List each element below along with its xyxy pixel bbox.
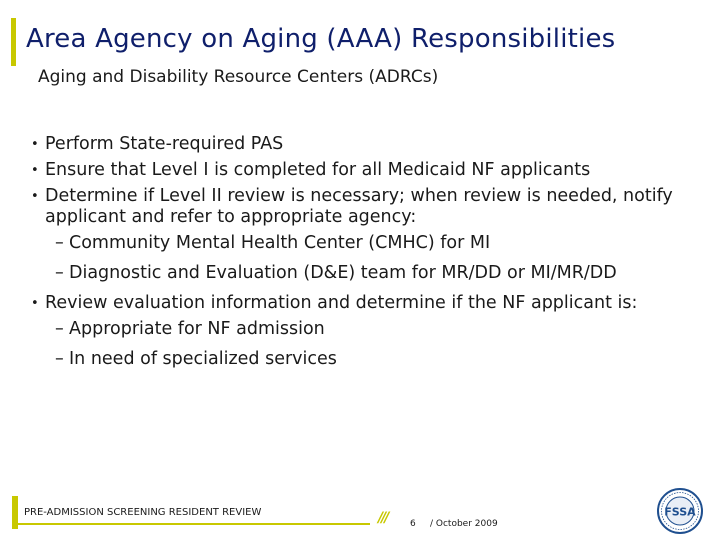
bullet-text: Review evaluation information and determine if the NF applicant is:: [45, 293, 638, 313]
svg-text:FSSA: FSSA: [664, 505, 696, 519]
bullet-item: [31, 186, 681, 228]
sub-bullet-item: [31, 319, 681, 340]
bullet-marker: •: [31, 296, 39, 311]
sub-bullet-text: Community Mental Health Center (CMHC) for MI: [69, 233, 491, 253]
bullet-text: Ensure that Level I is completed for all Medicaid NF applicants: [45, 160, 591, 180]
bullet-text: Determine if Level II review is necessary; when review is needed, notify applicant and refer to appropriate agency:: [45, 186, 673, 227]
sub-bullet-item: [31, 349, 681, 370]
footer-program-name: PRE-ADMISSION SCREENING RESIDENT REVIEW: [24, 507, 262, 518]
footer-rule: [18, 523, 370, 525]
sub-bullet-item: [31, 263, 681, 284]
sub-bullet-text: In need of specialized services: [69, 349, 337, 369]
bullet-text: Perform State-required PAS: [45, 134, 284, 154]
bullet-marker: •: [31, 163, 39, 178]
sub-bullet-marker: –: [55, 349, 64, 369]
footer-slashes-icon: ///: [378, 510, 388, 526]
sub-bullet-marker: –: [55, 233, 64, 253]
footer-date: / October 2009: [430, 519, 498, 529]
sub-bullet-marker: –: [55, 263, 64, 283]
fssa-logo-icon: [656, 487, 704, 535]
sub-bullet-text: Appropriate for NF admission: [69, 319, 325, 339]
slide-title: Area Agency on Aging (AAA) Responsibilities: [26, 24, 616, 54]
sub-bullet-marker: –: [55, 319, 64, 339]
bullet-item: [31, 160, 681, 181]
bullet-marker: •: [31, 137, 39, 152]
sub-bullet-text: Diagnostic and Evaluation (D&E) team for MR/DD or MI/MR/DD: [69, 263, 617, 283]
slide-subtitle: Aging and Disability Resource Centers (ADRCs): [38, 67, 439, 87]
bullet-item: [31, 134, 681, 155]
bullet-marker: •: [31, 189, 39, 204]
bullet-list: [31, 134, 681, 379]
page-number: 6: [410, 519, 416, 529]
sub-bullet-item: [31, 233, 681, 254]
title-accent-bar: [11, 18, 16, 66]
bullet-item: [31, 293, 681, 314]
